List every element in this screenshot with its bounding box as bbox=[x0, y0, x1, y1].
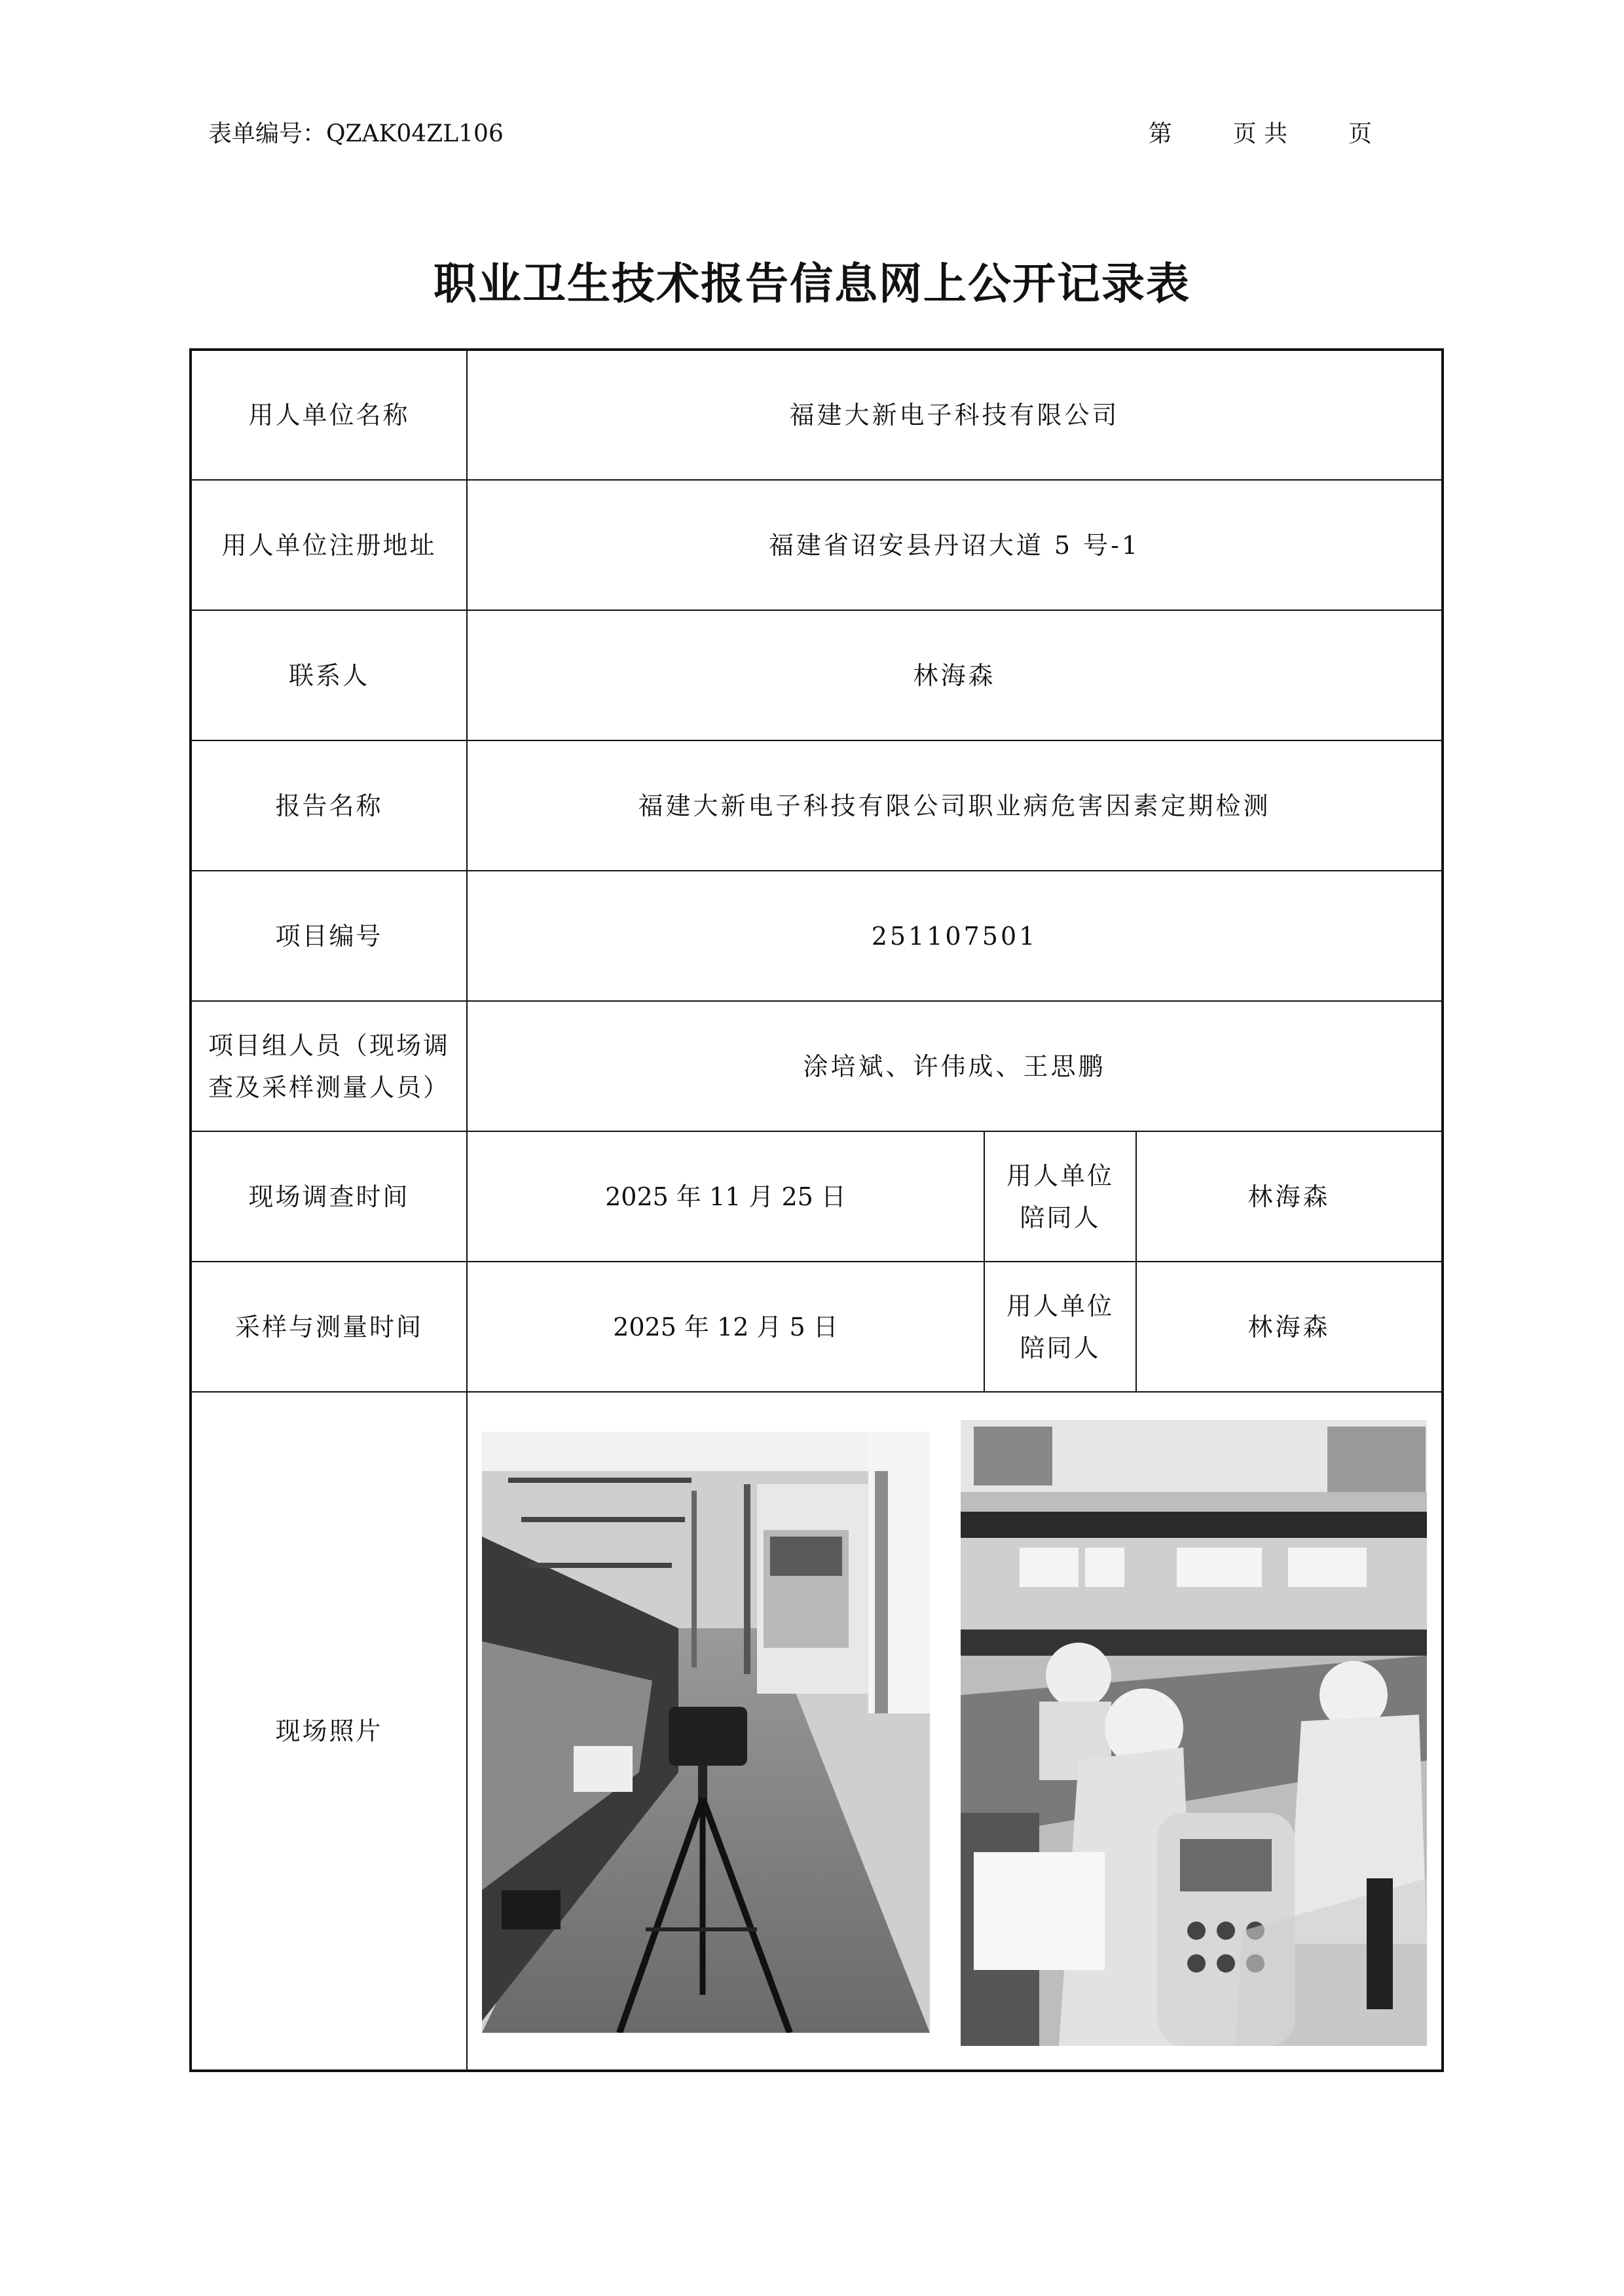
employer-address-label: 用人单位注册地址 bbox=[191, 480, 467, 610]
site-photo-noise-meter-workshop bbox=[961, 1420, 1427, 2046]
survey-escort-label-line2: 陪同人 bbox=[1020, 1203, 1101, 1232]
report-name-value: 福建大新电子科技有限公司职业病危害因素定期检测 bbox=[467, 740, 1443, 871]
row-report-name bbox=[191, 740, 1443, 871]
employer-name-value: 福建大新电子科技有限公司 bbox=[467, 350, 1443, 480]
page-ye-gong: 页 共 bbox=[1232, 120, 1288, 147]
survey-escort-value: 林海森 bbox=[1136, 1131, 1443, 1262]
sampling-label: 采样与测量时间 bbox=[191, 1262, 467, 1392]
photos-area bbox=[468, 1393, 1441, 2069]
survey-label: 现场调查时间 bbox=[191, 1131, 467, 1262]
photos-cell bbox=[467, 1392, 1443, 2071]
survey-date: 2025 年 11 月 25 日 bbox=[467, 1131, 984, 1262]
survey-escort-label-line1: 用人单位 bbox=[1006, 1161, 1114, 1190]
employer-name-label: 用人单位名称 bbox=[191, 350, 467, 480]
row-employer-address bbox=[191, 480, 1443, 610]
team-label bbox=[191, 1001, 467, 1131]
survey-escort-label bbox=[984, 1131, 1136, 1262]
project-no-label: 项目编号 bbox=[191, 871, 467, 1001]
site-photo-sampling-tripod bbox=[482, 1432, 930, 2033]
row-contact bbox=[191, 610, 1443, 740]
row-team bbox=[191, 1001, 1443, 1131]
team-label-line1: 项目组人员（现场调 bbox=[208, 1030, 450, 1060]
record-table bbox=[189, 348, 1444, 2072]
form-number: 表单编号：QZAK04ZL106 bbox=[208, 120, 504, 147]
report-name-label: 报告名称 bbox=[191, 740, 467, 871]
employer-address-value: 福建省诏安县丹诏大道 5 号-1 bbox=[467, 480, 1443, 610]
sampling-escort-label-line2: 陪同人 bbox=[1020, 1333, 1101, 1362]
row-photos bbox=[191, 1392, 1443, 2071]
team-label-line2: 查及采样测量人员） bbox=[208, 1072, 450, 1102]
row-project-no bbox=[191, 871, 1443, 1001]
page-di: 第 bbox=[1148, 120, 1172, 147]
team-value: 涂培斌、许伟成、王思鹏 bbox=[467, 1001, 1443, 1131]
sampling-escort-label bbox=[984, 1262, 1136, 1392]
project-no-value: 251107501 bbox=[467, 871, 1443, 1001]
document-title: 职业卫生技术报告信息网上公开记录表 bbox=[434, 258, 1190, 309]
sampling-escort-value: 林海森 bbox=[1136, 1262, 1443, 1392]
sampling-escort-label-line1: 用人单位 bbox=[1006, 1291, 1114, 1321]
page-ye: 页 bbox=[1348, 120, 1372, 147]
row-survey bbox=[191, 1131, 1443, 1262]
page-indicator bbox=[1149, 115, 1372, 149]
row-sampling bbox=[191, 1262, 1443, 1392]
contact-label: 联系人 bbox=[191, 610, 467, 740]
row-employer-name bbox=[191, 350, 1443, 480]
contact-value: 林海森 bbox=[467, 610, 1443, 740]
sampling-date: 2025 年 12 月 5 日 bbox=[467, 1262, 984, 1392]
photos-label: 现场照片 bbox=[191, 1392, 467, 2071]
